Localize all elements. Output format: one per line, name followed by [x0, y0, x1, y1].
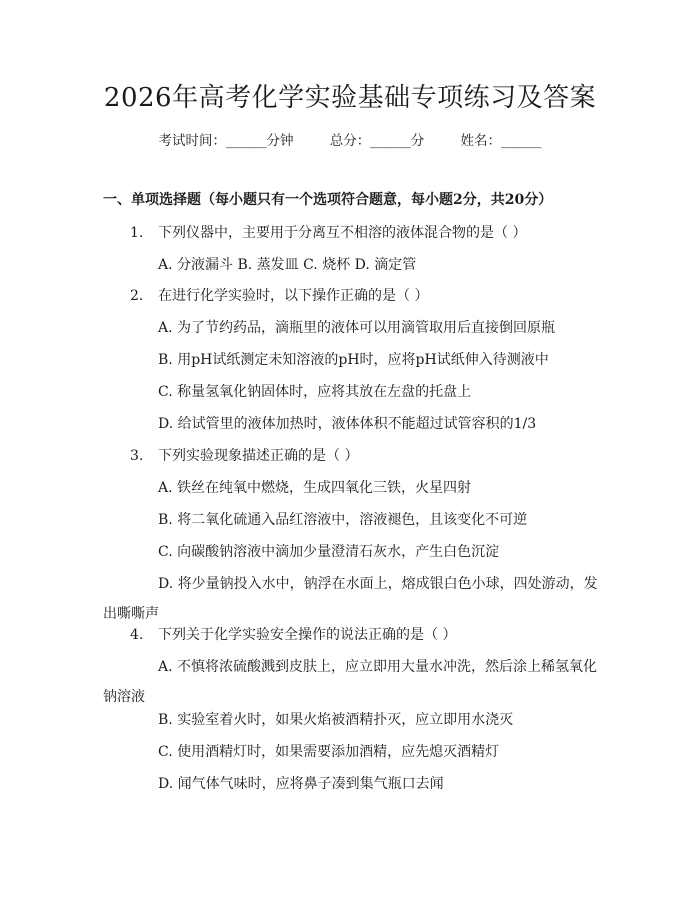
- question-stem: 下列实验现象描述正确的是（ ）: [158, 448, 359, 464]
- question-4: [130, 623, 456, 647]
- question-3-option-a: A. 铁丝在纯氧中燃烧，生成四氧化三铁，火星四射: [158, 480, 472, 496]
- question-2: [130, 284, 428, 308]
- question-number: 1.: [130, 225, 144, 241]
- question-1-options: A. 分液漏斗 B. 蒸发皿 C. 烧杯 D. 滴定管: [158, 257, 417, 273]
- exam-meta: [0, 130, 700, 152]
- question-3-option-c: C. 向碳酸钠溶液中滴加少量澄清石灰水，产生白色沉淀: [158, 544, 500, 560]
- question-stem: 在进行化学实验时，以下操作正确的是（ ）: [158, 288, 429, 304]
- question-3-option-b: B. 将二氧化硫通入品红溶液中，溶液褪色，且该变化不可逆: [158, 512, 528, 528]
- exam-time: 考试时间：______分钟: [158, 133, 294, 149]
- question-2-option-d: D. 给试管里的液体加热时，液体体积不能超过试管容积的1/3: [158, 416, 537, 432]
- question-3: [130, 444, 358, 468]
- question-3-option-d: D. 将少量钠投入水中，钠浮在水面上，熔成银白色小球，四处游动，发出嘶嘶声: [103, 576, 598, 622]
- question-number: 2.: [130, 288, 144, 304]
- question-stem: 下列关于化学实验安全操作的说法正确的是（ ）: [158, 627, 457, 643]
- question-1: [130, 221, 526, 245]
- question-4-option-c: C. 使用酒精灯时，如果需要添加酒精，应先熄灭酒精灯: [158, 744, 500, 760]
- question-2-option-c: C. 称量氢氧化钠固体时，应将其放在左盘的托盘上: [158, 384, 472, 400]
- question-number: 3.: [130, 448, 144, 464]
- question-2-option-b: B. 用pH试纸测定未知溶液的pH时，应将pH试纸伸入待测液中: [158, 352, 549, 368]
- question-number: 4.: [130, 627, 144, 643]
- question-4-option-b: B. 实验室着火时，如果火焰被酒精扑灭，应立即用水浇灭: [158, 712, 514, 728]
- question-stem: 下列仪器中，主要用于分离互不相溶的液体混合物的是（ ）: [158, 225, 527, 241]
- question-2-option-a: A. 为了节约药品，滴瓶里的液体可以用滴管取用后直接倒回原瓶: [158, 320, 556, 336]
- document-title: 2026年高考化学实验基础专项练习及答案: [103, 83, 597, 113]
- exam-name: 姓名：______: [460, 133, 542, 149]
- question-4-option-d: D. 闻气体气味时，应将鼻子凑到集气瓶口去闻: [158, 776, 444, 792]
- section-heading: 一、单项选择题（每小题只有一个选项符合题意，每小题2分，共20分）: [103, 192, 553, 208]
- question-4-option-a: A. 不慎将浓硫酸溅到皮肤上，应立即用大量水冲洗，然后涂上稀氢氧化钠溶液: [103, 659, 598, 705]
- exam-score: 总分：______分: [329, 133, 425, 149]
